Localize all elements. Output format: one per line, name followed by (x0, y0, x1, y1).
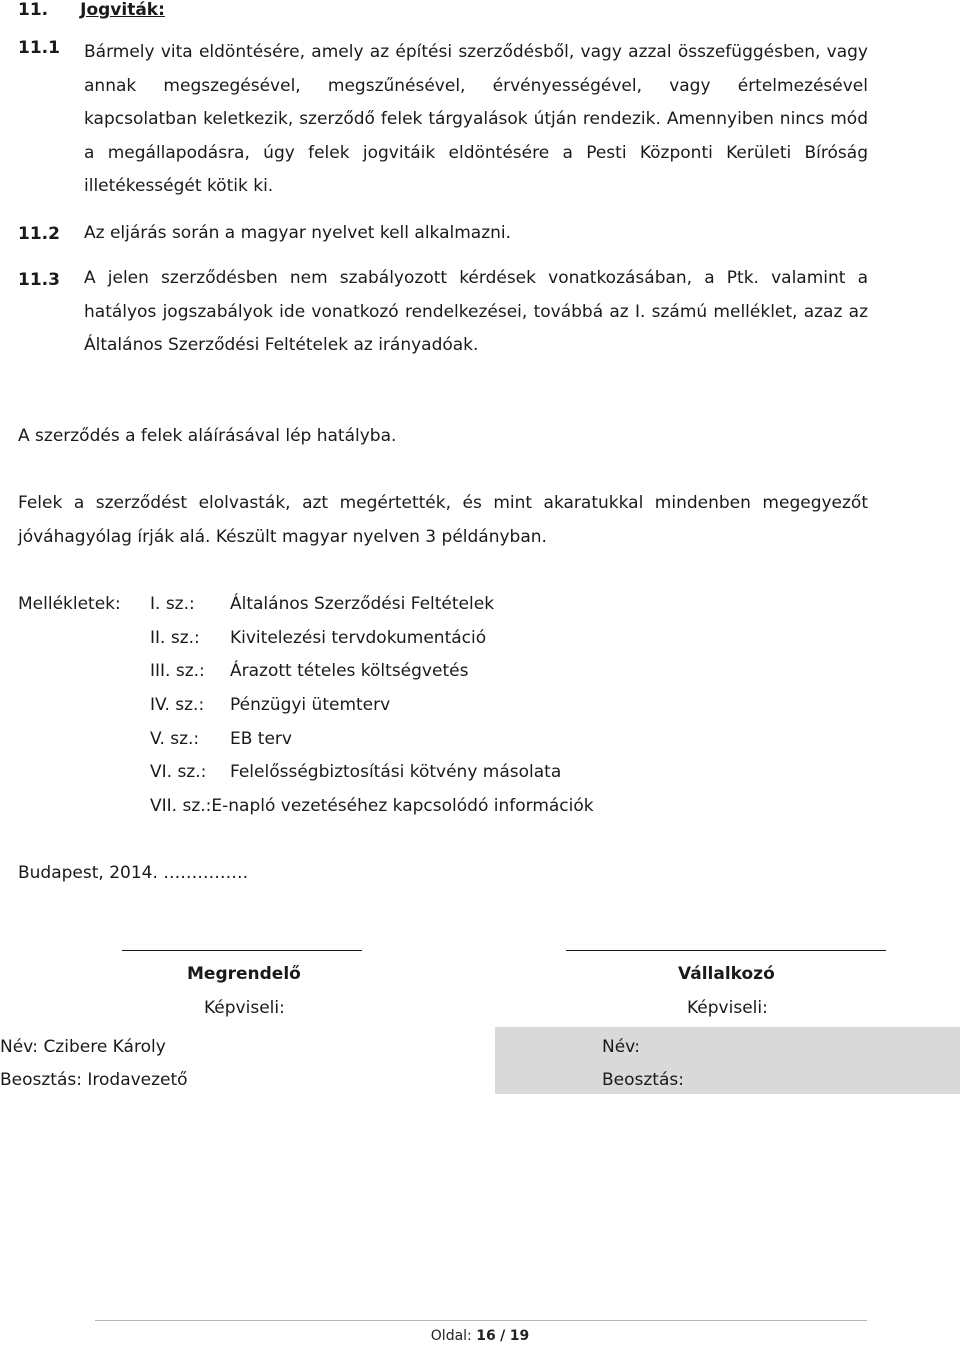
clause-number-11-3: 11.3 (18, 270, 60, 290)
contractor-represented-by: Képviseli: (687, 998, 768, 1018)
section-number: 11. (18, 0, 49, 20)
attachment-title: Felelősségbiztosítási kötvény másolata (230, 762, 562, 782)
footer-rule (95, 1320, 867, 1321)
clause-text-11-3: A jelen szerződésben nem szabályozott kérdések vonatkozásában, a Ptk. valamint a hatályos jogszabályok ide vonatkozó rendelkezései, továbbá az I. számú melléklet, azaz az Általános Szerződési Feltételek az irányadóak. (84, 268, 868, 356)
clause-number-11-1: 11.1 (18, 38, 60, 58)
section-heading (18, 0, 165, 20)
place-date: Budapest, 2014. …………… (18, 863, 249, 883)
attachment-item (150, 729, 292, 762)
attachment-number: I. sz.: (150, 594, 195, 614)
attachment-number: II. sz.: (150, 628, 200, 648)
attachment-title: E-napló vezetéséhez kapcsolódó információk (211, 796, 594, 816)
contractor-name: Név: (602, 1037, 641, 1057)
attachment-title: Kivitelezési tervdokumentáció (230, 628, 487, 648)
contractor-signature-line (566, 950, 886, 951)
page-footer (0, 1328, 960, 1344)
clause-text-11-1: Bármely vita eldöntésére, amely az építési szerződésből, vagy azzal összefüggésben, vagy annak megszegésével, megszűnésével, érvényességével, vagy értelmezésével kapcsolatban keletkezik, szerződő felek tárgyalások útján rendezik. Amennyiben nincs mód a megállapodásra, úgy felek jogvitáik eldöntésére a Pesti Központi Kerületi Bíróság illetékességét kötik ki. (84, 42, 868, 197)
attachment-item (150, 796, 594, 829)
client-represented-by: Képviseli: (204, 998, 285, 1018)
attachment-number: VII. sz.: (150, 796, 212, 816)
attachment-item (150, 695, 390, 728)
contractor-role: Vállalkozó (678, 964, 775, 984)
attachment-item (150, 628, 486, 661)
attachment-number: IV. sz.: (150, 695, 205, 715)
clause-number-11-2: 11.2 (18, 224, 60, 244)
attachment-title: EB terv (230, 729, 292, 749)
client-role: Megrendelő (187, 964, 301, 984)
client-signature-line (122, 950, 362, 951)
page-separator: / (500, 1328, 506, 1344)
page-label: Oldal: (430, 1328, 472, 1344)
section-title: Jogviták: (80, 0, 165, 20)
attachment-number: VI. sz.: (150, 762, 207, 782)
attachment-title: Árazott tételes költségvetés (230, 661, 469, 681)
client-position: Beosztás: Irodavezető (0, 1070, 188, 1090)
total-pages: 19 (509, 1328, 530, 1344)
contractor-info-box (495, 1027, 960, 1094)
attachment-number: III. sz.: (150, 661, 205, 681)
attachment-item (150, 594, 494, 627)
attachments-label: Mellékletek: (18, 594, 121, 614)
attachment-title: Pénzügyi ütemterv (230, 695, 391, 715)
attachment-item (150, 762, 561, 795)
current-page: 16 (476, 1328, 496, 1344)
attachment-title: Általános Szerződési Feltételek (230, 594, 495, 614)
clause-text-11-2: Az eljárás során a magyar nyelvet kell alkalmazni. (84, 223, 512, 243)
closing-statement: Felek a szerződést elolvasták, azt megértették, és mint akaratukkal mindenben megegyezőt jóváhagyólag írják alá. Készült magyar nyelven 3 példányban. (18, 493, 868, 547)
effective-statement: A szerződés a felek aláírásával lép hatályba. (18, 426, 397, 446)
client-name: Név: Czibere Károly (0, 1037, 166, 1057)
attachment-item (150, 661, 468, 694)
contractor-position: Beosztás: (602, 1070, 684, 1090)
attachment-number: V. sz.: (150, 729, 200, 749)
